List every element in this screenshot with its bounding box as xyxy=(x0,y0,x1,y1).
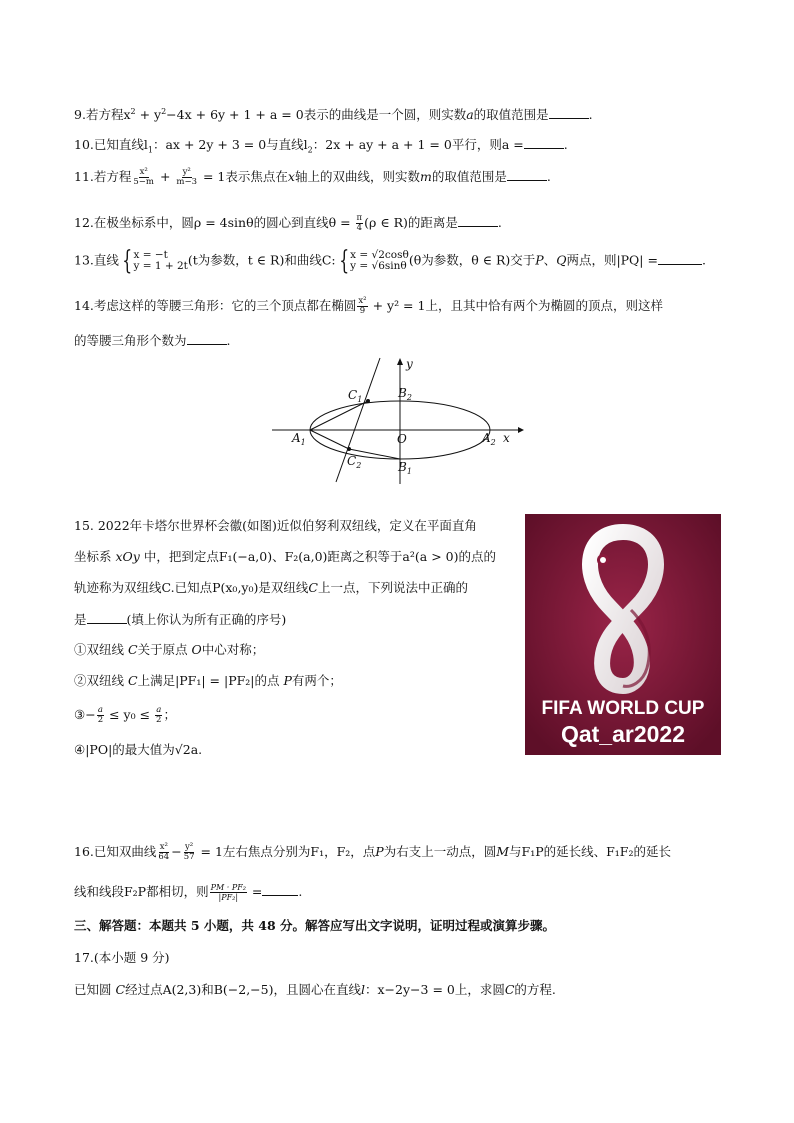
question-17-body: 已知圆 C经过点A(2,3)和B(−2,−5)，且圆心在直线l：x−2y−3 = 0上，求圆C的方程. xyxy=(74,982,556,997)
equation-system: { x = −t y = 1 + 2t xyxy=(122,246,188,276)
answer-blank xyxy=(87,611,127,624)
point-c2 xyxy=(347,447,351,451)
equation-system: { x = √2cosθ y = √6sinθ xyxy=(338,246,409,276)
label-b2: $B_2$ xyxy=(398,386,412,402)
option-2: ②双纽线 C上满足|PF₁| = |PF₂|的点 P有两个； xyxy=(74,673,342,688)
question-15-line2: 坐标系 xOy 中，把到定点F₁(−a,0)、F₂(a,0)距离之积等于a²(a > 0)的点的 xyxy=(74,549,496,564)
label-y: y xyxy=(406,357,413,371)
fraction: $\frac{\pi}{4}$ xyxy=(356,213,363,233)
logo-text-line2: Qat_ar2022 xyxy=(560,721,686,747)
label-x: x xyxy=(503,431,510,445)
label-o: O xyxy=(397,432,407,446)
question-14-line2: 的等腰三角形个数为 . xyxy=(74,333,231,348)
question-13: 13.直线 { x = −t y = 1 + 2t (t为参数，t ∈ R)和曲线C: { x = √2cosθ y = √6sinθ (θ为参数，θ ∈ R)交于P、Q两点，则|PQ| = . xyxy=(74,246,706,276)
fraction: $\frac{\text{y²}}{57}$ xyxy=(183,842,195,862)
logo-text-line1: FIFA WORLD CUP xyxy=(541,698,705,719)
answer-blank xyxy=(262,883,298,896)
question-17-head: 17.(本小题 9 分) xyxy=(74,950,170,965)
answer-blank xyxy=(524,136,564,149)
segment-a1-c2 xyxy=(310,430,349,449)
point-c1 xyxy=(366,399,370,403)
label-a1: $A_1$ xyxy=(292,431,306,447)
question-14-line1: 14.考虑这样的等腰三角形：它的三个顶点都在椭圆 $\frac{\text{x²}}{9}$ + y² = 1上，且其中恰有两个为椭圆的顶点，则这样 xyxy=(74,296,663,316)
question-15-line1: 15. 2022年卡塔尔世界杯会徽(如图)近似伯努利双纽线，定义在平面直角 xyxy=(74,518,477,533)
question-15-line3: 轨迹称为双纽线C.已知点P(x₀,y₀)是双纽线C上一点，下列说法中正确的 xyxy=(74,580,468,595)
label-c2: $C_2$ xyxy=(347,454,362,470)
question-10: 10.已知直线$l_1$：ax + 2y + 3 = 0与直线$l_2$：2x + ay + a + 1 = 0平行，则a = . xyxy=(74,137,568,155)
answer-blank xyxy=(507,168,547,181)
label-c1: $C_1$ xyxy=(348,388,363,404)
label-a2: $A_2$ xyxy=(482,431,496,447)
fraction: $\frac{\text{x²}}{64}$ xyxy=(158,842,170,862)
question-16-line2: 线和线段F₂P都相切，则 $\frac{\text{PM · PF₂}}{\text{|PF₂|}}$ = . xyxy=(74,883,303,902)
fraction: $\frac{a}{2}$ xyxy=(156,705,162,725)
question-11: 11.若方程 $\frac{\text{x²}}{5-m}$ + $\frac{\text{y²}}{m-3}$ = 1表示焦点在x轴上的双曲线，则实数m的取值范围是 . xyxy=(74,167,551,187)
label-b1: $B_1$ xyxy=(398,460,412,476)
fraction: $\frac{\text{PM · PF₂}}{\text{|PF₂|}}$ xyxy=(210,883,246,902)
fraction: $\frac{\text{x²}}{5-m}$ xyxy=(133,167,154,187)
answer-blank xyxy=(658,252,702,265)
question-16-line1: 16.已知双曲线 $\frac{\text{x²}}{64}$ − $\frac{\text{y²}}{57}$ = 1左右焦点分别为F₁，F₂，点P为右支上一动点，圆M与F₁P的延长线、F₁F₂的延长 xyxy=(74,842,671,862)
fifa-world-cup-logo xyxy=(525,514,721,755)
section-3-heading: 三、解答题：本题共 5 小题，共 48 分。解答应写出文字说明，证明过程或演算步骤。 xyxy=(74,918,556,933)
fraction: $\frac{a}{2}$ xyxy=(97,705,104,725)
answer-blank xyxy=(549,106,589,119)
question-12: 12.在极坐标系中，圆ρ = 4sinθ的圆心到直线θ = $\frac{\pi}{4}$ (ρ ∈ R)的距离是 . xyxy=(74,213,502,233)
question-9: 9.若方程$x^2 + y^2-4x + 6y + 1 + a = 0$表示的曲线是一个圆，则实数a的取值范围是 . xyxy=(74,107,593,123)
option-1: ①双纽线 C关于原点 O中心对称； xyxy=(74,642,265,657)
fraction: $\frac{\text{y²}}{m-3}$ xyxy=(176,167,197,187)
x-axis-arrow-icon xyxy=(518,427,524,433)
answer-blank xyxy=(458,214,498,227)
fraction: $\frac{\text{x²}}{9}$ xyxy=(358,296,367,316)
q9-number: 9. xyxy=(74,107,86,123)
option-4: ④|PO|的最大值为√2a. xyxy=(74,742,203,757)
y-axis-arrow-icon xyxy=(397,358,403,365)
option-3: ③− $\frac{a}{2}$ ≤ y₀ ≤ $\frac{a}{2}$ ； xyxy=(74,705,176,725)
question-15-line4: 是 (填上你认为所有正确的序号) xyxy=(74,612,287,627)
answer-blank xyxy=(187,332,227,345)
ellipse-figure xyxy=(272,356,524,484)
